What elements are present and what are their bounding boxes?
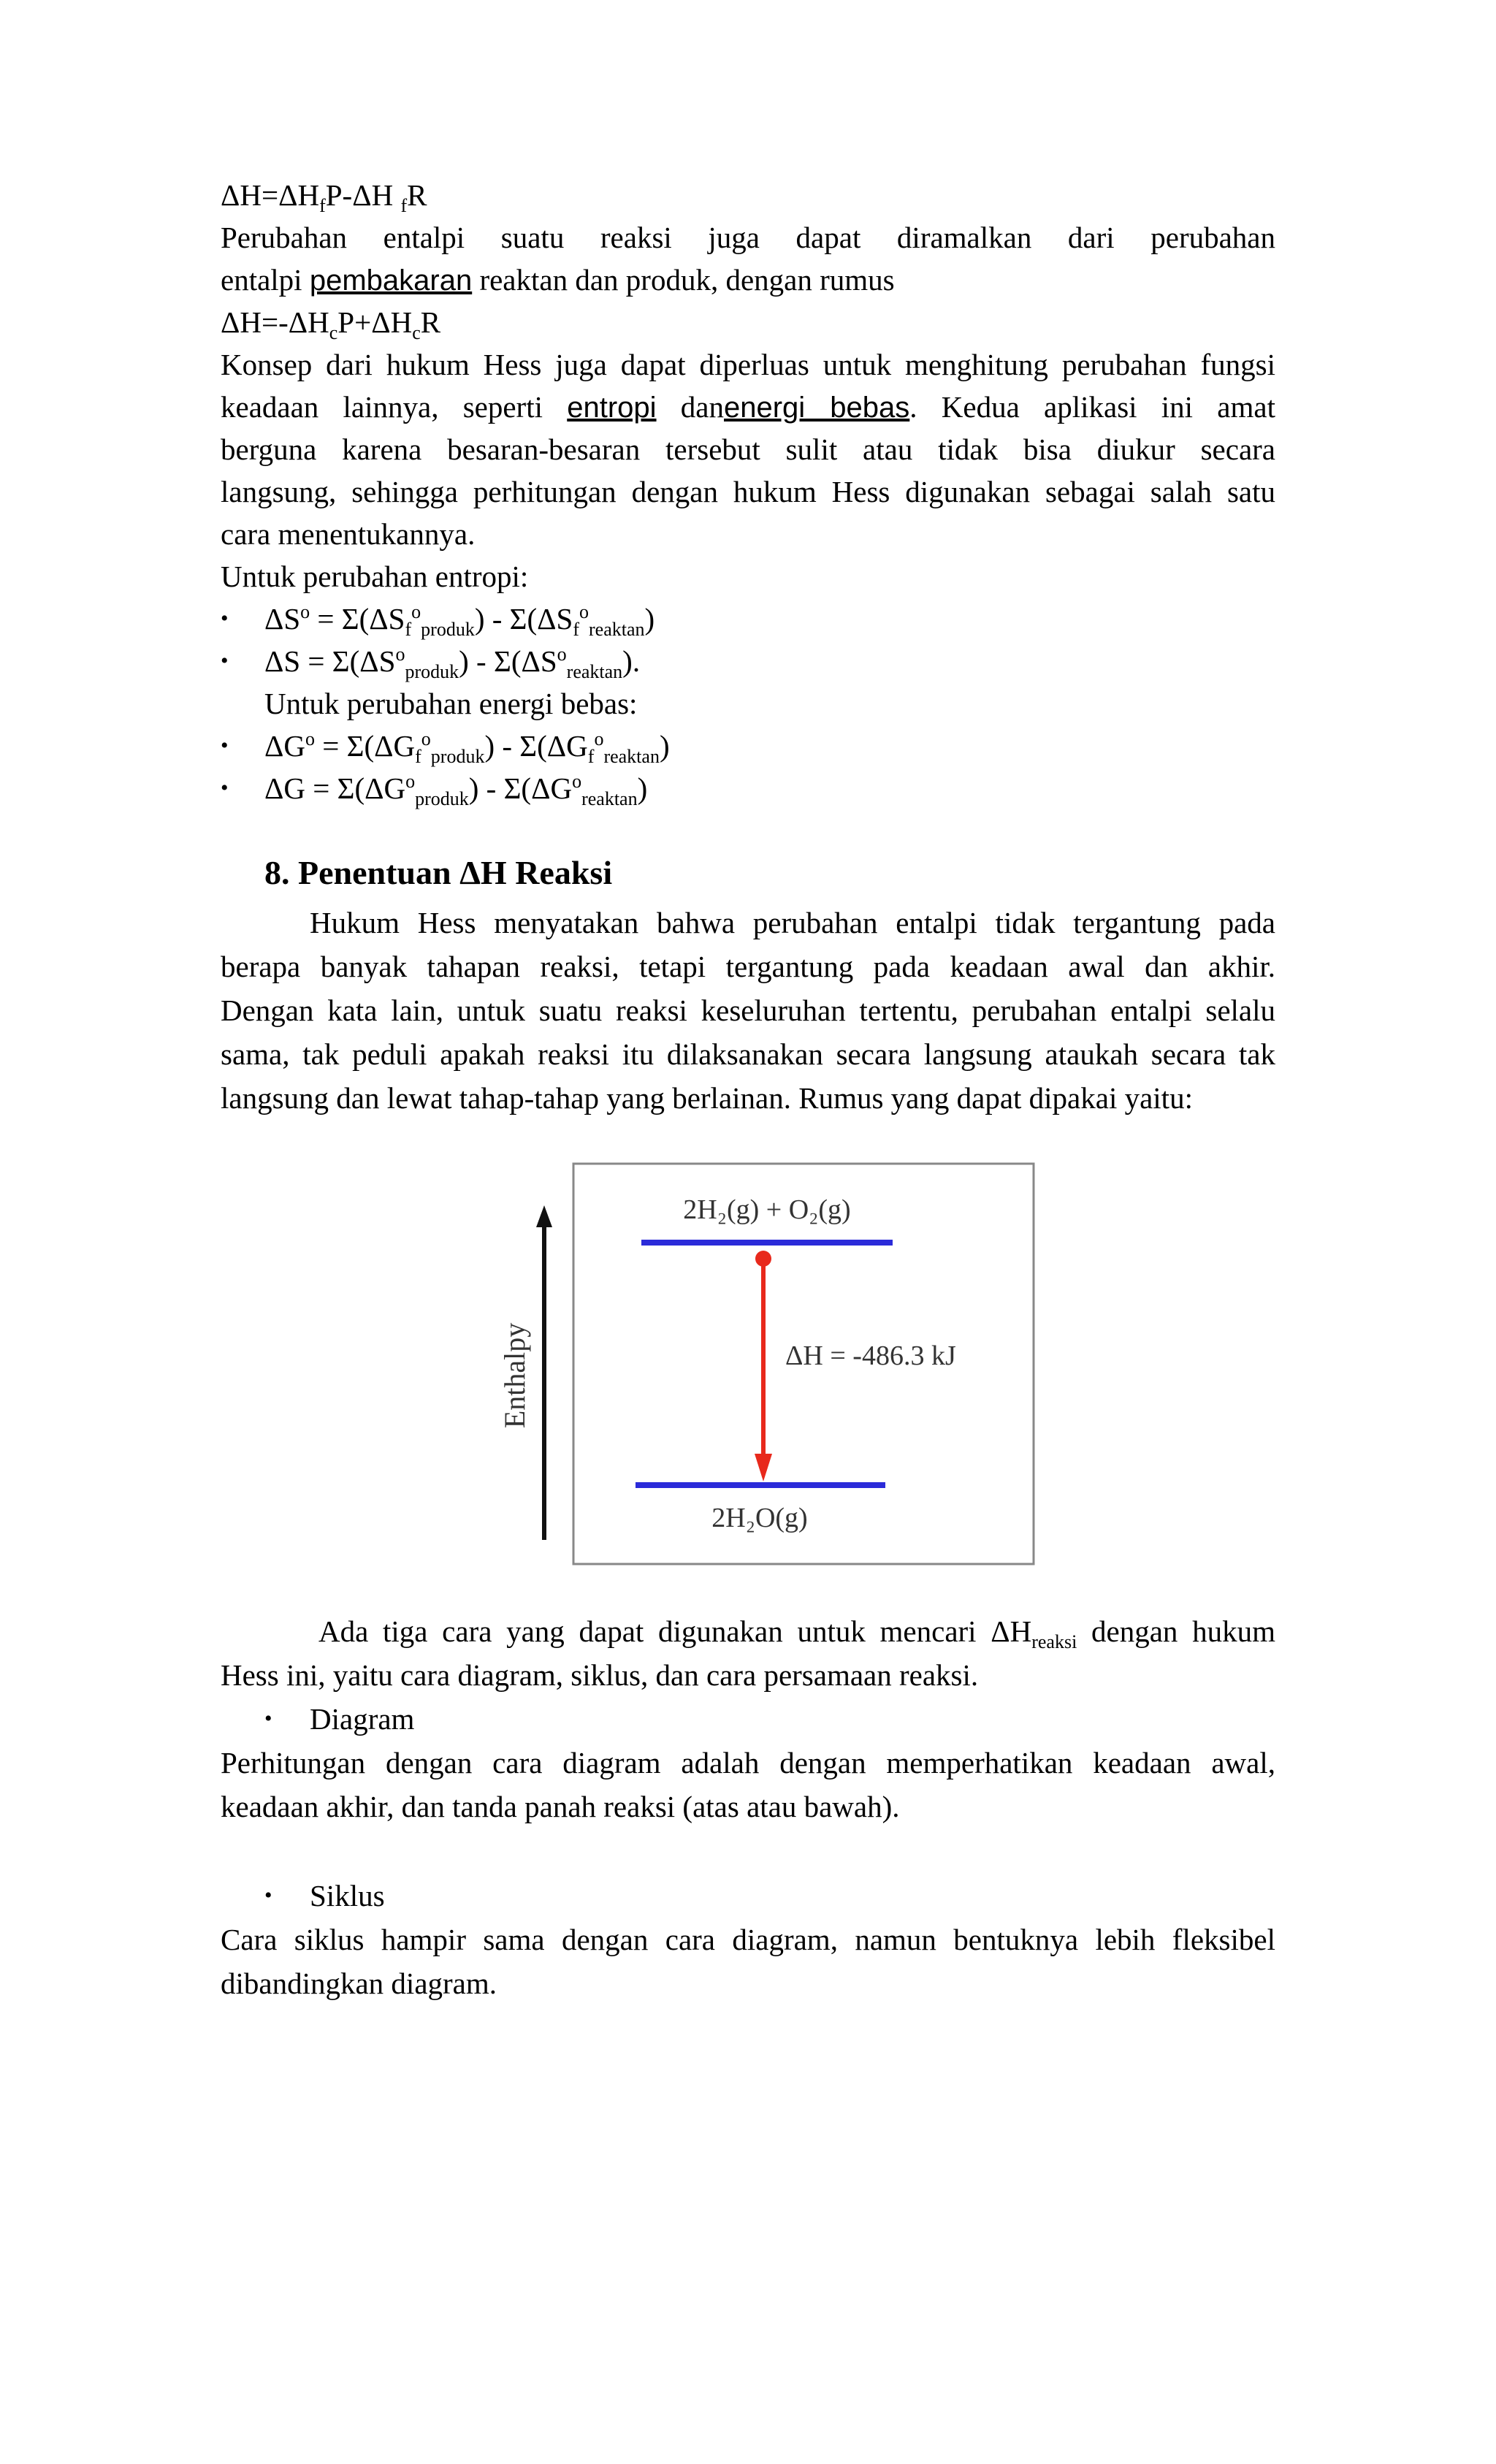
formula-gibbs: $\Delta G = \Sigma(\Delta G^o_{produk}) - \Sigma(\Delta G^o_{reaktan})$	[264, 771, 648, 809]
bullet-dot: •	[264, 1706, 272, 1731]
formula-enthalpy-formation: $\Delta H=\Delta H_fP-\Delta H$ $_f$R	[221, 178, 427, 216]
link-entropi[interactable]: entropi	[567, 392, 657, 424]
paragraph-line: Ada tiga cara yang dapat digunakan untuk mencari $\Delta H_{reaksi}$ dengan hukum	[318, 1614, 1275, 1652]
paragraph-line: Perhitungan dengan cara diagram adalah dengan memperhatikan keadaan awal,	[221, 1746, 1275, 1780]
paragraph-line: langsung, sehingga perhitungan dengan hukum Hess digunakan sebagai salah satu	[221, 475, 1275, 508]
link-energi-bebas[interactable]: energi bebas	[724, 392, 910, 424]
paragraph-line: Hukum Hess menyatakan bahwa perubahan entalpi tidak tergantung pada	[310, 906, 1275, 939]
bullet-dot: •	[264, 1883, 272, 1907]
entropy-intro: Untuk perubahan entropi:	[221, 560, 529, 593]
formula-entropy-standard: $\Delta S^o = \Sigma(\Delta S_f^o_{produk}) - \Sigma(\Delta S_f^o_{reaktan})$	[264, 601, 655, 640]
axis-arrowhead	[536, 1205, 552, 1227]
bullet-diagram: Diagram	[310, 1702, 415, 1736]
bullet-siklus: Siklus	[310, 1879, 385, 1912]
section-heading: 8. Penentuan ΔH Reaksi	[264, 854, 613, 891]
paragraph-line: keadaan akhir, dan tanda panah reaksi (atas atau bawah).	[221, 1790, 900, 1823]
paragraph-line: dibandingkan diagram.	[221, 1967, 497, 2000]
paragraph-line: Konsep dari hukum Hess juga dapat diperluas untuk menghitung perubahan fungsi	[221, 348, 1275, 381]
paragraph-line: berguna karena besaran-besaran tersebut sulit atau tidak bisa diukur secara	[221, 432, 1275, 466]
bullet-dot: •	[221, 649, 229, 673]
bullet-dot: •	[221, 606, 229, 630]
formula-enthalpy-combustion: $\Delta H=-\Delta H_cP+\Delta H_cR$	[221, 305, 441, 343]
enthalpy-diagram	[482, 1160, 1037, 1569]
paragraph-line: berapa banyak tahapan reaksi, tetapi tergantung pada keadaan awal dan akhir.	[221, 950, 1275, 983]
delta-h-label: ΔH = -486.3 kJ	[785, 1340, 956, 1371]
top-species-label: 2H₂(g) + O₂(g)	[683, 1194, 851, 1225]
link-pembakaran[interactable]: pembakaran	[309, 264, 473, 297]
paragraph-line: Dengan kata lain, untuk suatu reaksi keseluruhan tertentu, perubahan entalpi selalu	[221, 993, 1275, 1027]
formula-entropy: $\Delta S = \Sigma(\Delta S^o_{produk}) - \Sigma(\Delta S^o_{reaktan})$.	[264, 644, 641, 682]
paragraph-line: langsung dan lewat tahap-tahap yang berlainan. Rumus yang dapat dipakai yaitu:	[221, 1081, 1193, 1115]
formula-gibbs-standard: $\Delta G^o = \Sigma(\Delta G_f^o_{produk}) - \Sigma(\Delta G_f^o_{reaktan})$	[264, 728, 670, 767]
gibbs-intro: Untuk perubahan energi bebas:	[264, 687, 638, 720]
bullet-dot: •	[221, 776, 229, 800]
paragraph-line: entalpi pembakaran reaktan dan produk, dengan rumus	[221, 263, 895, 297]
paragraph-line: sama, tak peduli apakah reaksi itu dilaksanakan secara langsung ataukah secara tak	[221, 1037, 1275, 1071]
paragraph-line: Cara siklus hampir sama dengan cara diagram, namun bentuknya lebih fleksibel	[221, 1923, 1275, 1956]
paragraph-line: keadaan lainnya, seperti entropi danenergi bebas. Kedua aplikasi ini amat	[221, 390, 1275, 424]
paragraph-line: cara menentukannya.	[221, 517, 476, 551]
bottom-species-label: 2H₂O(g)	[711, 1503, 808, 1533]
paragraph-line: Perubahan entalpi suatu reaksi juga dapat diramalkan dari perubahan	[221, 221, 1275, 254]
paragraph-line: Hess ini, yaitu cara diagram, siklus, dan cara persamaan reaksi.	[221, 1658, 979, 1692]
bullet-dot: •	[221, 733, 229, 758]
enthalpy-axis-label: Enthalpy	[498, 1322, 531, 1429]
